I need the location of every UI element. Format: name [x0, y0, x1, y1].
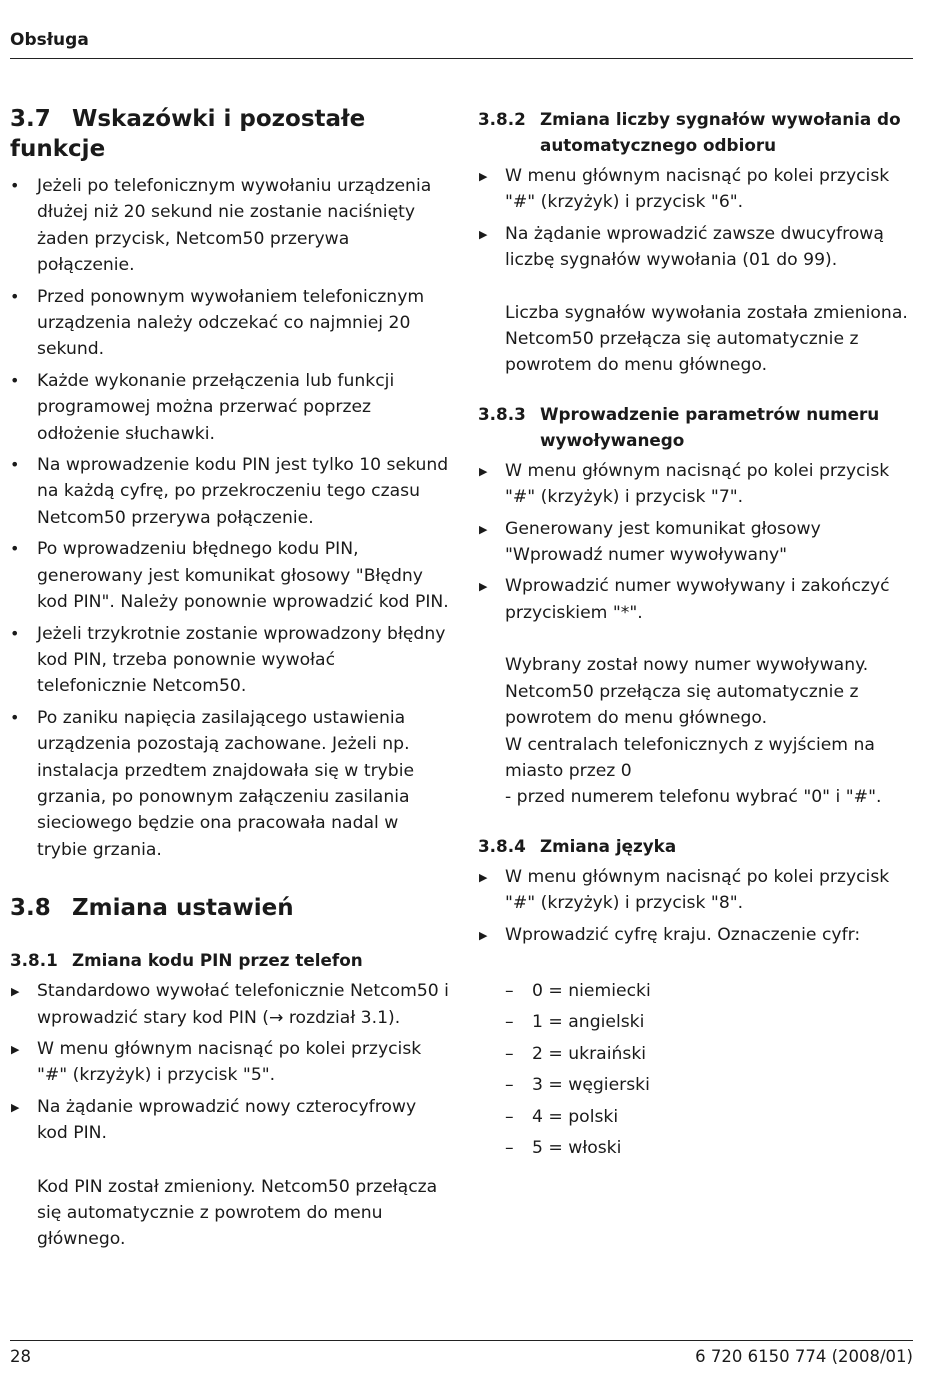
- page-footer: [10, 1340, 913, 1366]
- section-title: Zmiana liczby sygnałów wywołania do automatycznego odbioru: [540, 109, 901, 155]
- section-3-8-heading: [10, 893, 450, 923]
- number-steps-list: [478, 458, 918, 626]
- dash-marker: –: [505, 1043, 514, 1064]
- bullet-marker: •: [10, 370, 20, 390]
- result-text: Liczba sygnałów wywołania została zmieniona. Netcom50 przełącza się automatycznie z powrotem do menu głównego.: [505, 302, 908, 376]
- list-item: ▶ Wprowadzić numer wywoływany i zakończyć przyciskiem "*".: [479, 576, 890, 623]
- list-item: ▶ Generowany jest komunikat głosowy "Wprowadź numer wywoływany": [479, 518, 821, 566]
- section-number: 3.8.4: [478, 835, 526, 856]
- tips-list: [10, 173, 450, 863]
- section-title: Zmiana języka: [540, 835, 677, 856]
- list-item: ▶ W menu głównym nacisnąć po kolei przycisk "#" (krzyżyk) i przycisk "5".: [11, 1038, 422, 1086]
- list-item: • Przed ponownym wywołaniem telefonicznym urządzenia należy odczekać co najmniej 20 sekund.: [10, 284, 450, 363]
- section-title: Wskazówki i pozostałe funkcje: [10, 106, 366, 162]
- section-number: 3.8: [10, 895, 51, 922]
- section-number: 3.8.2: [478, 109, 526, 129]
- list-item: – 5 = włoski: [505, 1135, 918, 1161]
- section-title: Zmiana ustawień: [72, 895, 294, 922]
- note-text: - przed numerem telefonu wybrać "0" i "#".: [505, 787, 882, 808]
- step-marker-icon: ▶: [479, 522, 488, 536]
- step-marker-icon: ▶: [479, 170, 488, 183]
- list-item: ▶ Wprowadzić cyfrę kraju. Oznaczenie cyfr:: [478, 922, 918, 948]
- bullet-marker: •: [10, 455, 20, 475]
- list-item: – 0 = niemiecki: [505, 978, 918, 1004]
- section-title: Wprowadzenie parametrów numeru wywoływanego: [540, 403, 880, 450]
- list-item: ▶ Na żądanie wprowadzić zawsze dwucyfrową liczbę sygnałów wywołania (01 do 99).: [479, 223, 884, 271]
- section-number: 3.8.1: [10, 950, 58, 971]
- section-number: 3.8.3: [478, 403, 526, 424]
- step-marker-icon: ▶: [479, 870, 488, 884]
- list-item: – 4 = polski: [505, 1104, 918, 1130]
- section-3-8-4-heading: [478, 833, 918, 859]
- list-item: ▶ W menu głównym nacisnąć po kolei przycisk "#" (krzyżyk) i przycisk "7".: [479, 460, 890, 508]
- left-column: [10, 104, 450, 1253]
- step-marker-icon: ▶: [11, 1100, 20, 1114]
- section-3-8-1-heading: [10, 947, 450, 973]
- right-column: [478, 106, 918, 1166]
- language-steps-list: [478, 864, 918, 948]
- list-item: • Jeżeli po telefonicznym wywołaniu urządzenia dłużej niż 20 sekund nie zostanie naciśnięty żaden przycisk, Netcom50 przerywa połączenie.: [10, 173, 450, 279]
- step-marker-icon: ▶: [479, 928, 488, 942]
- bullet-marker: •: [10, 707, 20, 727]
- section-3-8-2-heading: [478, 106, 918, 158]
- list-item: – 1 = angielski: [505, 1009, 918, 1035]
- list-item: – 3 = węgierski: [505, 1072, 918, 1098]
- result-text: Wybrany został nowy numer wywoływany. Netcom50 przełącza się automatycznie z powrotem do menu głównego.: [505, 655, 869, 729]
- list-item: • Po wprowadzeniu błędnego kodu PIN, generowany jest komunikat głosowy "Błędny kod PIN". Należy ponownie wprowadzić kod PIN.: [10, 536, 450, 615]
- bullet-marker: •: [10, 623, 20, 643]
- list-item: ▶ Standardowo wywołać telefonicznie Netcom50 i wprowadzić stary kod PIN (→ rozdział 3.1).: [11, 981, 449, 1028]
- ring-steps-list: [478, 163, 918, 274]
- list-item: – 2 = ukraiński: [505, 1041, 918, 1067]
- list-item: • Na wprowadzenie kodu PIN jest tylko 10 sekund na każdą cyfrę, po przekroczeniu tego czasu Netcom50 przerywa połączenie.: [10, 452, 450, 531]
- pin-steps-list: [10, 978, 450, 1146]
- bullet-marker: •: [10, 286, 20, 306]
- dash-marker: –: [505, 1075, 514, 1096]
- document-id: 6 720 6150 774 (2008/01): [695, 1347, 913, 1366]
- step-marker-icon: ▶: [479, 464, 488, 478]
- dash-marker: –: [505, 1106, 514, 1127]
- list-item: ▶ W menu głównym nacisnąć po kolei przycisk "#" (krzyżyk) i przycisk "8".: [479, 866, 890, 914]
- step-marker-icon: ▶: [479, 227, 488, 241]
- section-number: 3.7: [10, 106, 51, 132]
- page-header: [10, 30, 913, 59]
- step-marker-icon: ▶: [479, 580, 488, 594]
- header-title: Obsługa: [10, 30, 89, 50]
- list-item: • Po zaniku napięcia zasilającego ustawienia urządzenia pozostają zachowane. Jeżeli np. instalacja przedtem znajdowała się w trybie grzania, po ponownym załączeniu zasilania sieciowego będzie ona pracowała nadal w trybie grzania.: [10, 705, 450, 863]
- note-text: W centralach telefonicznych z wyjściem na miasto przez 0: [505, 734, 875, 781]
- list-item: ▶ W menu głównym nacisnąć po kolei przycisk "#" (krzyżyk) i przycisk "6".: [479, 166, 890, 213]
- section-3-8-3-heading: [478, 401, 918, 453]
- list-item: • Jeżeli trzykrotnie zostanie wprowadzony błędny kod PIN, trzeba ponownie wywołać telefonicznie Netcom50.: [10, 621, 450, 700]
- list-item: ▶ Na żądanie wprowadzić nowy czterocyfrowy kod PIN.: [11, 1096, 417, 1144]
- dash-marker: –: [505, 980, 514, 1001]
- section-title: Zmiana kodu PIN przez telefon: [72, 950, 363, 971]
- dash-marker: –: [505, 1012, 514, 1033]
- step-marker-icon: ▶: [11, 1042, 20, 1056]
- dash-marker: –: [505, 1137, 514, 1158]
- language-codes-list: [478, 978, 918, 1161]
- bullet-marker: •: [10, 539, 20, 559]
- step-marker-icon: ▶: [11, 985, 20, 999]
- section-3-7-heading: [10, 104, 450, 164]
- page-number: 28: [10, 1347, 31, 1366]
- list-item: • Każde wykonanie przełączenia lub funkcji programowej można przerwać poprzez odłożenie słuchawki.: [10, 368, 450, 447]
- bullet-marker: •: [10, 176, 20, 195]
- result-text: Kod PIN został zmieniony. Netcom50 przełącza się automatycznie z powrotem do menu głównego.: [37, 1176, 438, 1250]
